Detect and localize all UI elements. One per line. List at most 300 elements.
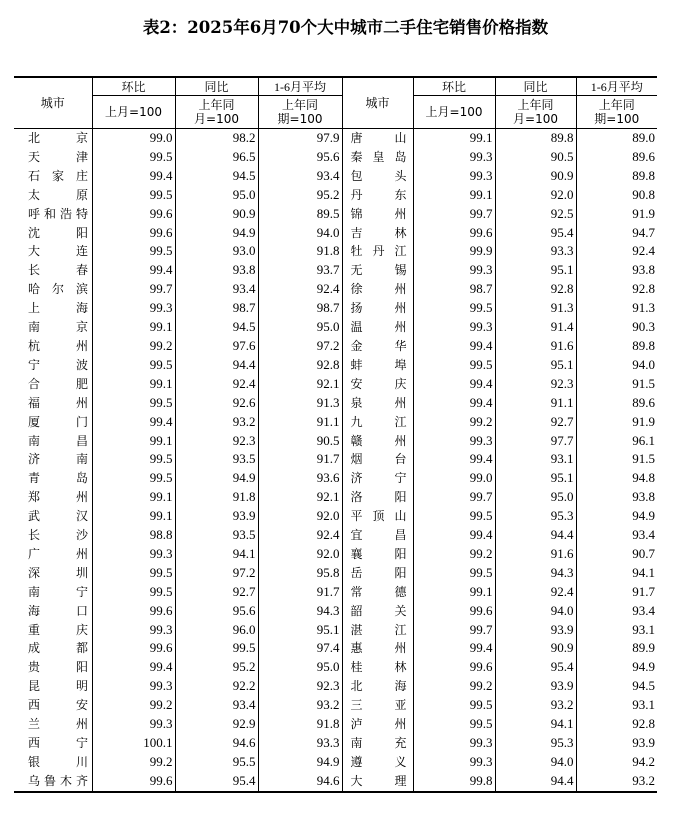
city-name: [342, 602, 413, 621]
yoy-value: 94.5: [175, 318, 258, 337]
mom-value: 99.3: [413, 261, 495, 280]
city-char: 家: [51, 168, 64, 183]
mom-value: 99.5: [92, 356, 175, 375]
avg-value: 93.9: [576, 734, 657, 753]
city-char: 宁: [75, 584, 88, 599]
avg-value: 91.5: [576, 450, 657, 469]
city-char: 口: [75, 603, 88, 618]
mom-value: 99.4: [92, 261, 175, 280]
mom-value: 99.3: [92, 299, 175, 318]
city-char: 海: [28, 603, 41, 618]
yoy-value: 92.3: [495, 375, 576, 394]
yoy-value: 93.9: [495, 621, 576, 640]
avg-value: 95.0: [258, 658, 342, 677]
mom-value: 99.4: [413, 526, 495, 545]
city-char: 青: [28, 471, 41, 486]
table-row: [14, 753, 657, 772]
city-char: 重: [28, 622, 41, 637]
city-char: 长: [28, 528, 41, 543]
city-char: 林: [394, 225, 407, 240]
yoy-value: 95.6: [175, 602, 258, 621]
avg-value: 89.6: [576, 394, 657, 413]
table-row: [14, 413, 657, 432]
city-char: 州: [75, 395, 88, 410]
avg-value: 93.2: [258, 696, 342, 715]
mom-value: 99.1: [92, 507, 175, 526]
yoy-value: 91.3: [495, 299, 576, 318]
mom-value: 99.0: [92, 129, 175, 148]
city-char: 秦: [350, 149, 363, 164]
mom-value: 99.7: [413, 621, 495, 640]
city-char: 宁: [75, 736, 88, 750]
table-body: [14, 129, 657, 792]
city-name: [14, 280, 92, 299]
mom-value: 100.1: [92, 734, 175, 753]
mom-value: 99.4: [413, 639, 495, 658]
city-char: 原: [75, 187, 88, 202]
mom-value: 99.5: [413, 715, 495, 734]
table-row: [14, 621, 657, 640]
city-name: [14, 413, 92, 432]
avg-value: 93.1: [576, 696, 657, 715]
city-char: 贵: [28, 660, 41, 675]
city-char: 兰: [28, 717, 41, 732]
yoy-value: 96.0: [175, 621, 258, 640]
city-char: 浩: [59, 206, 72, 221]
avg-value: 91.9: [576, 413, 657, 432]
city-char: 林: [394, 660, 407, 675]
mom-value: 99.4: [413, 375, 495, 394]
city-char: 韶: [350, 603, 363, 618]
mom-value: 99.2: [413, 413, 495, 432]
city-char: 成: [28, 641, 41, 656]
table-row: [14, 545, 657, 564]
yoy-value: 92.3: [175, 432, 258, 451]
mom-value: 99.3: [413, 148, 495, 167]
city-char: 合: [28, 376, 41, 391]
header-mom-base-left: 上月=100: [92, 96, 175, 129]
table-row: [14, 148, 657, 167]
city-char: 阳: [394, 490, 407, 505]
page-title: 表2：2025年6月70个大中城市二手住宅销售价格指数: [142, 18, 549, 37]
city-char: 锡: [394, 263, 407, 278]
city-char: 丹: [372, 244, 385, 259]
city-char: 沙: [75, 528, 88, 543]
mom-value: 99.6: [92, 639, 175, 658]
yoy-value: 94.4: [175, 356, 258, 375]
yoy-value: 97.2: [175, 564, 258, 583]
yoy-value: 91.4: [495, 318, 576, 337]
table-row: [14, 337, 657, 356]
city-name: [14, 734, 92, 753]
city-name: [14, 658, 92, 677]
city-char: 门: [75, 414, 88, 429]
avg-value: 91.3: [258, 394, 342, 413]
table-row: [14, 450, 657, 469]
yoy-value: 95.0: [495, 488, 576, 507]
avg-value: 91.1: [258, 413, 342, 432]
avg-value: 94.5: [576, 677, 657, 696]
mom-value: 99.4: [413, 394, 495, 413]
city-char: 头: [394, 168, 407, 183]
mom-value: 99.3: [413, 753, 495, 772]
city-name: [342, 658, 413, 677]
yoy-value: 94.1: [175, 545, 258, 564]
city-char: 锦: [350, 206, 363, 221]
yoy-value: 95.0: [175, 186, 258, 205]
city-name: [14, 148, 92, 167]
city-char: 银: [28, 754, 41, 769]
city-char: 昌: [394, 528, 407, 543]
avg-value: 92.3: [258, 677, 342, 696]
city-char: 东: [394, 187, 407, 202]
city-char: 皇: [372, 149, 385, 164]
header-city-right: 城市: [342, 77, 413, 129]
city-char: 京: [75, 131, 88, 145]
header-avg-base-right: 上年同 期=100: [576, 96, 657, 129]
yoy-value: 95.4: [175, 772, 258, 792]
city-name: [14, 715, 92, 734]
avg-value: 92.0: [258, 507, 342, 526]
city-char: 岛: [75, 471, 88, 486]
table-row: [14, 696, 657, 715]
yoy-value: 94.4: [495, 526, 576, 545]
mom-value: 99.1: [92, 375, 175, 394]
yoy-value: 98.7: [175, 299, 258, 318]
mom-value: 99.6: [413, 224, 495, 243]
city-char: 津: [75, 149, 88, 164]
city-char: 深: [28, 565, 41, 580]
avg-value: 89.9: [576, 639, 657, 658]
city-char: 泸: [350, 717, 363, 732]
city-name: [342, 186, 413, 205]
mom-value: 99.1: [413, 129, 495, 148]
mom-value: 99.1: [92, 488, 175, 507]
table-row: [14, 394, 657, 413]
city-name: [342, 772, 413, 792]
avg-value: 98.7: [258, 299, 342, 318]
city-name: [14, 677, 92, 696]
city-char: 京: [75, 320, 88, 335]
city-char: 安: [350, 376, 363, 391]
table-row: [14, 488, 657, 507]
city-char: 海: [394, 679, 407, 694]
avg-value: 91.7: [258, 583, 342, 602]
avg-value: 94.3: [258, 602, 342, 621]
city-char: 遵: [350, 754, 363, 769]
table-row: [14, 602, 657, 621]
avg-value: 92.8: [576, 280, 657, 299]
city-char: 州: [75, 338, 88, 353]
table-row: [14, 432, 657, 451]
yoy-value: 99.5: [175, 639, 258, 658]
city-name: [342, 261, 413, 280]
mom-value: 99.3: [413, 167, 495, 186]
mom-value: 99.3: [413, 432, 495, 451]
city-char: 德: [394, 584, 407, 599]
avg-value: 97.2: [258, 337, 342, 356]
city-char: 充: [394, 736, 407, 750]
mom-value: 99.5: [92, 469, 175, 488]
city-char: 庄: [75, 168, 88, 183]
avg-value: 97.9: [258, 129, 342, 148]
city-char: 州: [394, 717, 407, 732]
table-row: [14, 129, 657, 148]
yoy-value: 95.2: [175, 658, 258, 677]
yoy-value: 96.5: [175, 148, 258, 167]
mom-value: 99.5: [92, 186, 175, 205]
avg-value: 93.4: [258, 167, 342, 186]
city-name: [342, 526, 413, 545]
header-avg-base-left: 上年同 期=100: [258, 96, 342, 129]
yoy-value: 91.1: [495, 394, 576, 413]
city-char: 西: [28, 698, 41, 713]
yoy-value: 94.0: [495, 753, 576, 772]
city-char: 庆: [75, 622, 88, 637]
city-char: 赣: [350, 433, 363, 448]
city-name: [14, 205, 92, 224]
yoy-value: 91.8: [175, 488, 258, 507]
table-row: [14, 224, 657, 243]
yoy-value: 94.6: [175, 734, 258, 753]
city-name: [342, 356, 413, 375]
city-name: [14, 299, 92, 318]
yoy-value: 95.1: [495, 261, 576, 280]
city-name: [342, 488, 413, 507]
city-name: [14, 432, 92, 451]
avg-value: 94.9: [576, 507, 657, 526]
city-char: 南: [75, 452, 88, 467]
mom-value: 99.4: [92, 167, 175, 186]
city-char: 湛: [350, 622, 363, 637]
city-char: 桂: [350, 660, 363, 675]
city-char: 厦: [28, 414, 41, 429]
yoy-value: 92.5: [495, 205, 576, 224]
city-char: 宁: [394, 471, 407, 486]
city-char: 理: [394, 773, 407, 788]
yoy-value: 94.5: [175, 167, 258, 186]
city-name: [14, 167, 92, 186]
avg-value: 91.3: [576, 299, 657, 318]
table-row: [14, 734, 657, 753]
city-char: 圳: [75, 565, 88, 580]
mom-value: 99.5: [413, 507, 495, 526]
mom-value: 99.2: [92, 337, 175, 356]
mom-value: 99.5: [92, 583, 175, 602]
city-char: 州: [394, 641, 407, 656]
table-row: [14, 772, 657, 792]
yoy-value: 93.2: [175, 413, 258, 432]
city-name: [14, 507, 92, 526]
city-char: 安: [75, 698, 88, 713]
city-char: 郑: [28, 490, 41, 505]
city-char: 昆: [28, 679, 41, 694]
city-char: 州: [394, 320, 407, 335]
city-char: 无: [350, 263, 363, 278]
mom-value: 99.2: [92, 753, 175, 772]
city-name: [342, 715, 413, 734]
yoy-value: 94.0: [495, 602, 576, 621]
city-char: 山: [394, 509, 407, 524]
city-char: 庆: [394, 376, 407, 391]
avg-value: 91.7: [576, 583, 657, 602]
city-char: 关: [394, 603, 407, 618]
header-city-left: 城市: [14, 77, 92, 129]
city-name: [342, 639, 413, 658]
table-row: [14, 242, 657, 261]
city-char: 三: [350, 698, 363, 713]
city-char: 江: [394, 622, 407, 637]
city-char: 连: [75, 244, 88, 259]
avg-value: 93.3: [258, 734, 342, 753]
mom-value: 99.5: [413, 564, 495, 583]
city-char: 宁: [28, 357, 41, 372]
city-char: 哈: [28, 282, 41, 297]
avg-value: 94.9: [258, 753, 342, 772]
city-name: [342, 696, 413, 715]
avg-value: 95.2: [258, 186, 342, 205]
city-char: 武: [28, 509, 41, 524]
city-char: 平: [350, 509, 363, 524]
city-char: 济: [28, 452, 41, 467]
city-char: 大: [28, 244, 41, 259]
mom-value: 99.5: [92, 242, 175, 261]
city-char: 沈: [28, 225, 41, 240]
city-char: 州: [75, 717, 88, 732]
header-yoy-base-left: 上年同 月=100: [175, 96, 258, 129]
city-char: 泉: [350, 395, 363, 410]
city-name: [342, 318, 413, 337]
yoy-value: 95.1: [495, 469, 576, 488]
avg-value: 94.7: [576, 224, 657, 243]
mom-value: 99.5: [413, 356, 495, 375]
avg-value: 95.6: [258, 148, 342, 167]
avg-value: 95.8: [258, 564, 342, 583]
mom-value: 99.5: [92, 394, 175, 413]
avg-value: 91.5: [576, 375, 657, 394]
yoy-value: 93.5: [175, 450, 258, 469]
table-row: [14, 356, 657, 375]
avg-value: 93.2: [576, 772, 657, 792]
city-name: [14, 375, 92, 394]
city-char: 州: [394, 433, 407, 448]
mom-value: 99.4: [92, 413, 175, 432]
table-row: [14, 186, 657, 205]
mom-value: 99.3: [92, 545, 175, 564]
yoy-value: 95.3: [495, 507, 576, 526]
avg-value: 94.6: [258, 772, 342, 792]
mom-value: 99.4: [413, 450, 495, 469]
city-char: 江: [394, 414, 407, 429]
city-name: [342, 224, 413, 243]
city-char: 北: [28, 131, 41, 145]
price-index-table: [14, 76, 657, 793]
city-char: 州: [75, 546, 88, 561]
yoy-value: 93.5: [175, 526, 258, 545]
yoy-value: 93.3: [495, 242, 576, 261]
mom-value: 99.6: [413, 602, 495, 621]
city-name: [342, 394, 413, 413]
city-char: 州: [394, 282, 407, 297]
avg-value: 92.4: [258, 280, 342, 299]
city-char: 埠: [394, 357, 407, 372]
yoy-value: 93.9: [495, 677, 576, 696]
city-char: 太: [28, 187, 41, 202]
avg-value: 91.9: [576, 205, 657, 224]
mom-value: 99.4: [92, 658, 175, 677]
city-char: 南: [350, 736, 363, 750]
city-char: 和: [43, 206, 56, 221]
avg-value: 94.0: [576, 356, 657, 375]
city-name: [342, 621, 413, 640]
city-name: [14, 261, 92, 280]
city-name: [342, 375, 413, 394]
table-row: [14, 658, 657, 677]
mom-value: 99.5: [413, 696, 495, 715]
mom-value: 99.2: [92, 696, 175, 715]
mom-value: 99.3: [92, 621, 175, 640]
avg-value: 93.1: [576, 621, 657, 640]
mom-value: 99.3: [413, 734, 495, 753]
avg-value: 93.8: [576, 488, 657, 507]
yoy-value: 91.6: [495, 337, 576, 356]
avg-value: 92.0: [258, 545, 342, 564]
yoy-value: 95.5: [175, 753, 258, 772]
yoy-value: 94.3: [495, 564, 576, 583]
table-row: [14, 526, 657, 545]
yoy-value: 93.1: [495, 450, 576, 469]
mom-value: 99.3: [92, 677, 175, 696]
city-name: [14, 224, 92, 243]
city-char: 义: [394, 754, 407, 769]
city-char: 徐: [350, 282, 363, 297]
city-char: 阳: [75, 660, 88, 675]
city-name: [342, 167, 413, 186]
yoy-value: 92.4: [175, 375, 258, 394]
avg-value: 89.6: [576, 148, 657, 167]
city-char: 长: [28, 263, 41, 278]
city-char: 福: [28, 395, 41, 410]
avg-value: 94.2: [576, 753, 657, 772]
city-name: [14, 469, 92, 488]
yoy-value: 91.6: [495, 545, 576, 564]
city-name: [342, 205, 413, 224]
mom-value: 98.7: [413, 280, 495, 299]
city-name: [342, 129, 413, 148]
city-name: [14, 242, 92, 261]
city-char: 岳: [350, 565, 363, 580]
city-char: 包: [350, 168, 363, 183]
yoy-value: 92.4: [495, 583, 576, 602]
city-char: 滨: [75, 282, 88, 297]
city-name: [14, 545, 92, 564]
yoy-value: 93.0: [175, 242, 258, 261]
yoy-value: 92.2: [175, 677, 258, 696]
mom-value: 99.6: [92, 602, 175, 621]
yoy-value: 92.7: [175, 583, 258, 602]
city-char: 呼: [28, 206, 41, 221]
city-char: 岛: [394, 149, 407, 164]
city-char: 台: [394, 452, 407, 467]
avg-value: 92.8: [258, 356, 342, 375]
city-char: 广: [28, 546, 41, 561]
yoy-value: 93.2: [495, 696, 576, 715]
header-avg-left: 1-6月平均: [258, 77, 342, 96]
city-char: 北: [350, 679, 363, 694]
avg-value: 89.0: [576, 129, 657, 148]
yoy-value: 93.4: [175, 280, 258, 299]
city-char: 州: [394, 301, 407, 316]
